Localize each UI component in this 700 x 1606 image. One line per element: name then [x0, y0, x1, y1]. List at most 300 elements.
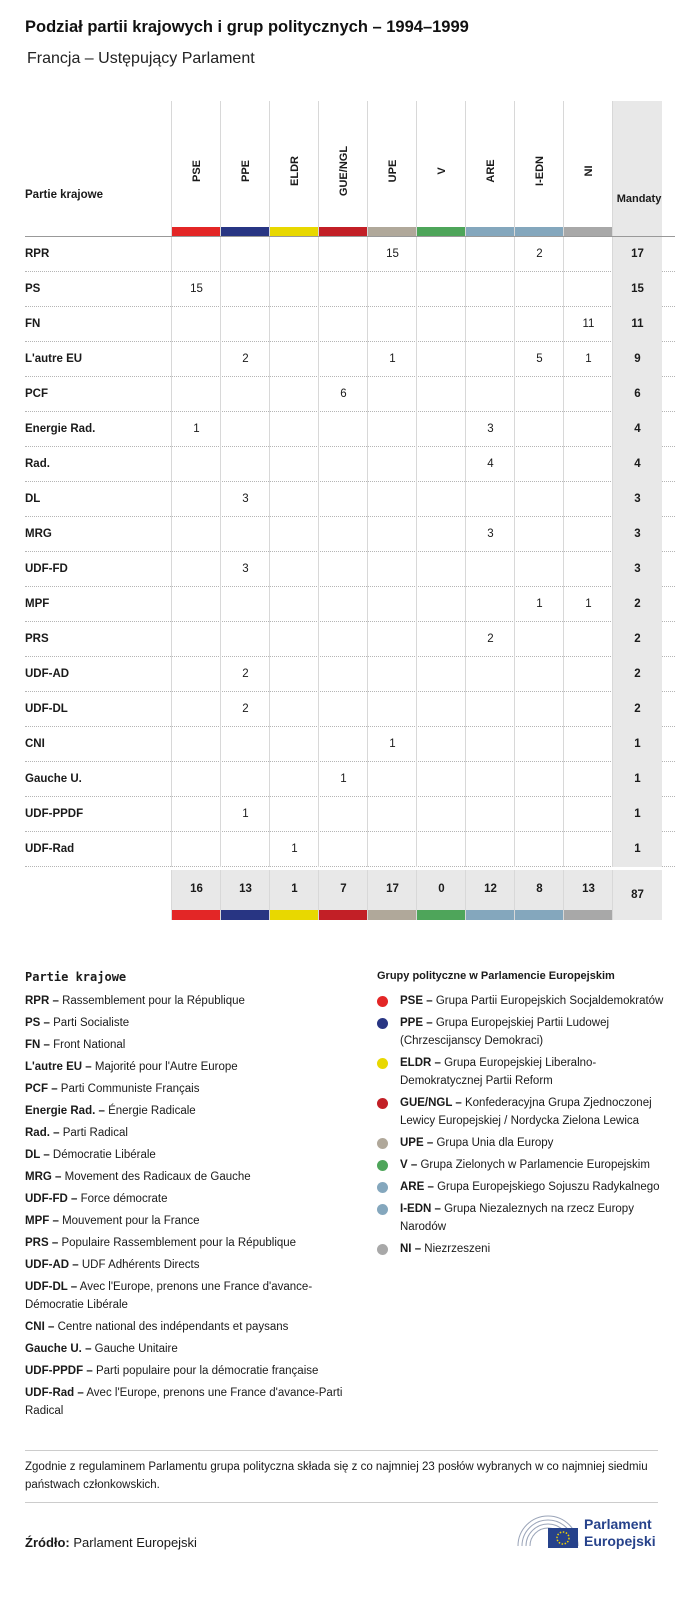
- row-total-cell: 2: [612, 692, 662, 727]
- seat-cell: 2: [220, 657, 270, 692]
- seat-cell: [367, 587, 417, 622]
- group-color-dot-icon: [377, 1204, 388, 1215]
- seat-cell: 2: [514, 237, 564, 272]
- seat-cell: [318, 552, 368, 587]
- source-line: [25, 1535, 197, 1550]
- group-total-value: 16: [190, 883, 203, 895]
- party-name: UDF-FD: [25, 563, 68, 575]
- party-legend-item: [25, 1190, 355, 1208]
- party-name: L'autre EU: [25, 353, 83, 365]
- table-header-row: [25, 101, 675, 237]
- seat-cell: [416, 517, 466, 552]
- seat-cell: [563, 657, 613, 692]
- seat-cell: 1: [367, 727, 417, 762]
- row-total-cell: 3: [612, 517, 662, 552]
- seat-cell: [367, 377, 417, 412]
- group-legend: [377, 970, 667, 1262]
- group-total-cell: [367, 870, 417, 920]
- seat-cell: 1: [563, 342, 613, 377]
- seat-cell: [318, 692, 368, 727]
- hemicycle-logo-icon: [516, 1510, 580, 1550]
- seat-cell: [514, 727, 564, 762]
- group-color-dot-icon: [377, 1182, 388, 1193]
- group-color-dot-icon: [377, 1244, 388, 1255]
- group-legend-full: Grupa Europejskiej Partii Ludowej (Chrzescijanscy Demokraci): [400, 1017, 610, 1047]
- seat-cell: [514, 762, 564, 797]
- seat-cell: [367, 622, 417, 657]
- seat-cell: [171, 342, 221, 377]
- seat-cell: [220, 307, 270, 342]
- party-name: PS: [25, 283, 41, 295]
- party-legend-full: Parti Radical: [62, 1127, 128, 1139]
- group-total-cell: [220, 870, 270, 920]
- seat-cell: 1: [269, 832, 319, 867]
- table-row: [25, 587, 675, 622]
- seat-cell: [514, 552, 564, 587]
- seat-cell: [563, 272, 613, 307]
- ep-logo: [516, 1510, 666, 1550]
- group-color-bar: [417, 910, 466, 920]
- seat-cell: [563, 237, 613, 272]
- party-legend-abbr: RPR –: [25, 995, 59, 1007]
- seat-cell: [318, 727, 368, 762]
- row-total-cell: 17: [612, 237, 662, 272]
- group-legend-item: [377, 1054, 667, 1090]
- party-legend: [25, 970, 355, 1424]
- party-legend-abbr: UDF-PPDF –: [25, 1365, 93, 1377]
- group-color-bar: [221, 910, 270, 920]
- seat-cell: [416, 832, 466, 867]
- group-legend-full: Grupa Zielonych w Parlamencie Europejskim: [420, 1159, 650, 1171]
- seat-cell: [465, 307, 515, 342]
- seat-cell: [318, 237, 368, 272]
- row-total-cell: 2: [612, 622, 662, 657]
- party-legend-abbr: DL –: [25, 1149, 50, 1161]
- seat-cell: [465, 832, 515, 867]
- group-legend-abbr: ELDR –: [400, 1057, 441, 1069]
- party-legend-item: [25, 1234, 355, 1252]
- party-legend-item: [25, 1362, 355, 1380]
- seat-cell: [269, 237, 319, 272]
- row-total-cell: 2: [612, 657, 662, 692]
- group-legend-full: Grupa Europejskiej Liberalno-Demokratycznej Partii Reform: [400, 1057, 597, 1087]
- seat-cell: [171, 797, 221, 832]
- group-legend-full: Grupa Niezaleznych na rzecz Europy Narodów: [400, 1203, 634, 1233]
- seat-cell: [416, 622, 466, 657]
- seat-cell: [416, 587, 466, 622]
- seat-cell: [269, 342, 319, 377]
- seat-cell: [465, 482, 515, 517]
- seat-cell: [416, 237, 466, 272]
- group-column-header: [416, 101, 466, 237]
- party-name: MRG: [25, 528, 52, 540]
- group-total-cell: [465, 870, 515, 920]
- seat-cell: [514, 307, 564, 342]
- seat-cell: [465, 342, 515, 377]
- seat-cell: [514, 657, 564, 692]
- group-color-dot-icon: [377, 1018, 388, 1029]
- seat-cell: [563, 377, 613, 412]
- seat-cell: [367, 692, 417, 727]
- seat-cell: [220, 377, 270, 412]
- seat-cell: [367, 552, 417, 587]
- seat-cell: [171, 482, 221, 517]
- seat-cell: [465, 272, 515, 307]
- seat-cell: [416, 482, 466, 517]
- group-legend-abbr: PSE –: [400, 995, 433, 1007]
- group-color-dot-icon: [377, 1138, 388, 1149]
- seat-cell: [416, 657, 466, 692]
- seat-cell: [269, 552, 319, 587]
- party-legend-full: Parti Communiste Français: [60, 1083, 200, 1095]
- source-value: Parlament Europejski: [73, 1535, 197, 1550]
- group-total-cell: [171, 870, 221, 920]
- seat-cell: [269, 307, 319, 342]
- party-name: FN: [25, 318, 41, 330]
- group-legend-item: [377, 1240, 667, 1258]
- seat-cell: 1: [220, 797, 270, 832]
- seat-cell: [318, 342, 368, 377]
- seat-cell: [416, 692, 466, 727]
- seat-cell: [269, 377, 319, 412]
- footnote: Zgodnie z regulaminem Parlamentu grupa polityczna składa się z co najmniej 23 posłów wybranych w co najmniej siedmiu państwach członkowskich.: [25, 1461, 648, 1491]
- seat-cell: [171, 377, 221, 412]
- seat-cell: [171, 692, 221, 727]
- party-legend-abbr: FN –: [25, 1039, 50, 1051]
- group-total-cell: [269, 870, 319, 920]
- table-row: [25, 307, 675, 342]
- seat-cell: [318, 517, 368, 552]
- page-subtitle: Francja – Ustępujący Parlament: [27, 50, 255, 67]
- group-color-dot-icon: [377, 1098, 388, 1109]
- seat-cell: 3: [465, 412, 515, 447]
- group-column-label: NI: [582, 165, 595, 177]
- seat-cell: [269, 797, 319, 832]
- seat-cell: 15: [367, 237, 417, 272]
- party-legend-full: Force démocrate: [80, 1193, 168, 1205]
- seat-cell: [269, 587, 319, 622]
- group-total-value: 17: [386, 883, 399, 895]
- group-legend-item: [377, 1014, 667, 1050]
- group-legend-full: Grupa Europejskiego Sojuszu Radykalnego: [437, 1181, 660, 1193]
- seat-cell: [220, 517, 270, 552]
- party-legend-abbr: Rad. –: [25, 1127, 60, 1139]
- row-total-cell: 1: [612, 727, 662, 762]
- party-legend-item: [25, 1146, 355, 1164]
- seat-cell: [416, 342, 466, 377]
- group-legend-abbr: ARE –: [400, 1181, 434, 1193]
- totals-row: [25, 870, 675, 920]
- seat-cell: [465, 797, 515, 832]
- party-legend-title: Partie krajowe: [25, 970, 127, 984]
- table-row: [25, 342, 675, 377]
- table-row: [25, 692, 675, 727]
- party-name: UDF-AD: [25, 668, 70, 680]
- party-legend-abbr: UDF-FD –: [25, 1193, 78, 1205]
- divider: [25, 1450, 658, 1451]
- seat-cell: [171, 307, 221, 342]
- seat-cell: [318, 622, 368, 657]
- group-column-label: I-EDN: [533, 156, 546, 186]
- group-legend-abbr: I-EDN –: [400, 1203, 441, 1215]
- seat-cell: [220, 412, 270, 447]
- party-name: DL: [25, 493, 41, 505]
- seat-cell: [171, 832, 221, 867]
- seat-cell: [563, 447, 613, 482]
- seat-cell: [220, 727, 270, 762]
- seat-cell: [171, 727, 221, 762]
- seat-cell: [171, 762, 221, 797]
- row-header-label: Partie krajowe: [25, 189, 103, 201]
- group-color-bar: [270, 910, 319, 920]
- seat-cell: [563, 692, 613, 727]
- total-column-header: [612, 101, 662, 237]
- seat-cell: [220, 832, 270, 867]
- row-total-cell: 1: [612, 797, 662, 832]
- seat-cell: [367, 797, 417, 832]
- group-color-bar: [515, 910, 564, 920]
- seat-cell: [220, 587, 270, 622]
- party-legend-item: [25, 1278, 355, 1314]
- group-total-value: 13: [239, 883, 252, 895]
- seat-cell: [465, 237, 515, 272]
- seat-cell: [416, 272, 466, 307]
- group-color-bar: [466, 910, 515, 920]
- group-column-header: [318, 101, 368, 237]
- group-column-header: [465, 101, 515, 237]
- seat-cell: [416, 797, 466, 832]
- party-legend-item: [25, 1014, 355, 1032]
- group-legend-full: Niezrzeszeni: [424, 1243, 491, 1255]
- seat-cell: [514, 832, 564, 867]
- party-legend-abbr: PCF –: [25, 1083, 58, 1095]
- party-legend-item: [25, 1318, 355, 1336]
- group-color-dot-icon: [377, 1160, 388, 1171]
- seat-cell: 1: [563, 587, 613, 622]
- seat-cell: [269, 272, 319, 307]
- seat-cell: [367, 412, 417, 447]
- party-legend-item: [25, 1036, 355, 1054]
- seat-cell: [514, 797, 564, 832]
- party-legend-full: Majorité pour l'Autre Europe: [94, 1061, 238, 1073]
- group-legend-item: [377, 1094, 667, 1130]
- seat-cell: [220, 447, 270, 482]
- seat-cell: 3: [220, 482, 270, 517]
- seat-cell: 1: [171, 412, 221, 447]
- seat-cell: [318, 482, 368, 517]
- group-total-value: 8: [536, 883, 543, 895]
- party-name: Rad.: [25, 458, 50, 470]
- party-legend-full: Démocratie Libérale: [52, 1149, 156, 1161]
- seat-cell: 1: [514, 587, 564, 622]
- group-legend-item: [377, 1200, 667, 1236]
- party-name: MPF: [25, 598, 50, 610]
- seat-cell: [269, 447, 319, 482]
- party-legend-item: [25, 1102, 355, 1120]
- party-legend-abbr: Energie Rad. –: [25, 1105, 105, 1117]
- group-legend-item: [377, 1156, 667, 1174]
- party-legend-abbr: CNI –: [25, 1321, 55, 1333]
- party-legend-abbr: Gauche U. –: [25, 1343, 92, 1355]
- group-legend-full: Grupa Unia dla Europy: [436, 1137, 554, 1149]
- seat-cell: [220, 237, 270, 272]
- group-legend-full: Grupa Partii Europejskich Socjaldemokratów: [435, 995, 664, 1007]
- group-total-value: 12: [484, 883, 497, 895]
- seat-cell: [220, 622, 270, 657]
- party-legend-abbr: UDF-DL –: [25, 1281, 78, 1293]
- source-label: Źródło:: [25, 1535, 70, 1550]
- party-legend-full: Mouvement pour la France: [62, 1215, 200, 1227]
- seat-cell: [220, 762, 270, 797]
- group-legend-item: [377, 1134, 667, 1152]
- seat-cell: [318, 272, 368, 307]
- party-name: UDF-PPDF: [25, 808, 84, 820]
- party-legend-abbr: MPF –: [25, 1215, 59, 1227]
- party-legend-abbr: PRS –: [25, 1237, 59, 1249]
- seat-cell: [269, 622, 319, 657]
- row-total-cell: 1: [612, 832, 662, 867]
- seat-cell: [367, 762, 417, 797]
- party-legend-abbr: UDF-AD –: [25, 1259, 79, 1271]
- seat-cell: [269, 657, 319, 692]
- party-legend-full: Populaire Rassemblement pour la République: [61, 1237, 297, 1249]
- party-legend-full: Rassemblement pour la République: [62, 995, 245, 1007]
- party-legend-full: Parti populaire pour la démocratie française: [95, 1365, 319, 1377]
- page-title: Podział partii krajowych i grup politycznych – 1994–1999: [25, 18, 469, 36]
- seat-cell: [514, 692, 564, 727]
- seat-cell: 2: [465, 622, 515, 657]
- party-legend-abbr: MRG –: [25, 1171, 62, 1183]
- seat-cell: [367, 657, 417, 692]
- table-row: [25, 412, 675, 447]
- table-body: [25, 237, 675, 867]
- logo-line-2: Europejski: [584, 1533, 656, 1549]
- row-total-cell: 15: [612, 272, 662, 307]
- table-row: [25, 762, 675, 797]
- party-legend-full: Énergie Radicale: [108, 1105, 196, 1117]
- group-column-label: UPE: [386, 159, 399, 183]
- group-legend-abbr: UPE –: [400, 1137, 434, 1149]
- party-legend-full: Front National: [53, 1039, 126, 1051]
- row-total-cell: 4: [612, 412, 662, 447]
- group-color-bar: [564, 910, 613, 920]
- group-legend-abbr: NI –: [400, 1243, 422, 1255]
- seat-cell: [416, 377, 466, 412]
- group-legend-title: Grupy polityczne w Parlamencie Europejskim: [377, 970, 615, 982]
- seat-cell: [514, 447, 564, 482]
- group-total-value: 13: [582, 883, 595, 895]
- group-total-cell: [416, 870, 466, 920]
- row-total-cell: 9: [612, 342, 662, 377]
- seat-cell: [465, 657, 515, 692]
- party-legend-item: [25, 1340, 355, 1358]
- group-column-header: [269, 101, 319, 237]
- seat-cell: [465, 552, 515, 587]
- table-row: [25, 377, 675, 412]
- party-name: RPR: [25, 248, 50, 260]
- seat-cell: 3: [220, 552, 270, 587]
- party-legend-abbr: UDF-Rad –: [25, 1387, 84, 1399]
- group-total-value: 1: [291, 883, 298, 895]
- group-column-header: [367, 101, 417, 237]
- table-row: [25, 797, 675, 832]
- seat-cell: [171, 587, 221, 622]
- seat-cell: [563, 552, 613, 587]
- group-column-label: ELDR: [288, 156, 301, 186]
- seat-cell: [318, 447, 368, 482]
- logo-line-1: Parlament: [584, 1516, 652, 1532]
- seat-cell: 1: [367, 342, 417, 377]
- row-total-cell: 4: [612, 447, 662, 482]
- seat-cell: [514, 412, 564, 447]
- group-column-label: PPE: [239, 159, 252, 183]
- table-row: [25, 727, 675, 762]
- party-legend-item: [25, 992, 355, 1010]
- seat-cell: [514, 272, 564, 307]
- seat-cell: [563, 412, 613, 447]
- seat-cell: [465, 377, 515, 412]
- party-legend-item: [25, 1256, 355, 1274]
- seat-cell: [465, 587, 515, 622]
- group-total-cell: [514, 870, 564, 920]
- seat-cell: [318, 587, 368, 622]
- table-row: [25, 622, 675, 657]
- group-color-bar: [368, 910, 417, 920]
- table-row: [25, 272, 675, 307]
- seat-cell: 4: [465, 447, 515, 482]
- group-legend-item: [377, 1178, 667, 1196]
- seat-cell: [269, 412, 319, 447]
- seat-cell: [514, 622, 564, 657]
- party-legend-full: Avec l'Europe, prenons une France d'avance-Parti Radical: [25, 1387, 343, 1417]
- group-column-label: GUE/NGL: [337, 145, 350, 197]
- party-name: PCF: [25, 388, 48, 400]
- row-total-cell: 2: [612, 587, 662, 622]
- party-legend-full: Avec l'Europe, prenons une France d'avance- Démocratie Libérale: [25, 1281, 313, 1311]
- party-legend-full: UDF Adhérents Directs: [81, 1259, 200, 1271]
- table-row: [25, 482, 675, 517]
- seat-cell: [318, 797, 368, 832]
- seat-cell: [171, 237, 221, 272]
- seat-cell: [171, 622, 221, 657]
- party-legend-item: [25, 1384, 355, 1420]
- party-legend-item: [25, 1080, 355, 1098]
- group-color-bar: [172, 910, 221, 920]
- seat-cell: [171, 517, 221, 552]
- seat-cell: [416, 447, 466, 482]
- logo-text: [584, 1516, 656, 1550]
- group-column-label: ARE: [484, 159, 497, 183]
- party-legend-item: [25, 1058, 355, 1076]
- group-color-dot-icon: [377, 1058, 388, 1069]
- table-row: [25, 552, 675, 587]
- seat-cell: [563, 727, 613, 762]
- table-row: [25, 832, 675, 867]
- seat-cell: [563, 622, 613, 657]
- row-total-cell: 11: [612, 307, 662, 342]
- group-column-header: [171, 101, 221, 237]
- seat-cell: 2: [220, 692, 270, 727]
- seat-cell: [416, 307, 466, 342]
- group-total-value: 7: [340, 883, 347, 895]
- seat-cell: [563, 517, 613, 552]
- party-legend-full: Parti Socialiste: [53, 1017, 130, 1029]
- seat-cell: [367, 482, 417, 517]
- party-legend-full: Centre national des indépendants et paysans: [57, 1321, 289, 1333]
- party-legend-item: [25, 1212, 355, 1230]
- seat-cell: [367, 832, 417, 867]
- row-total-cell: 6: [612, 377, 662, 412]
